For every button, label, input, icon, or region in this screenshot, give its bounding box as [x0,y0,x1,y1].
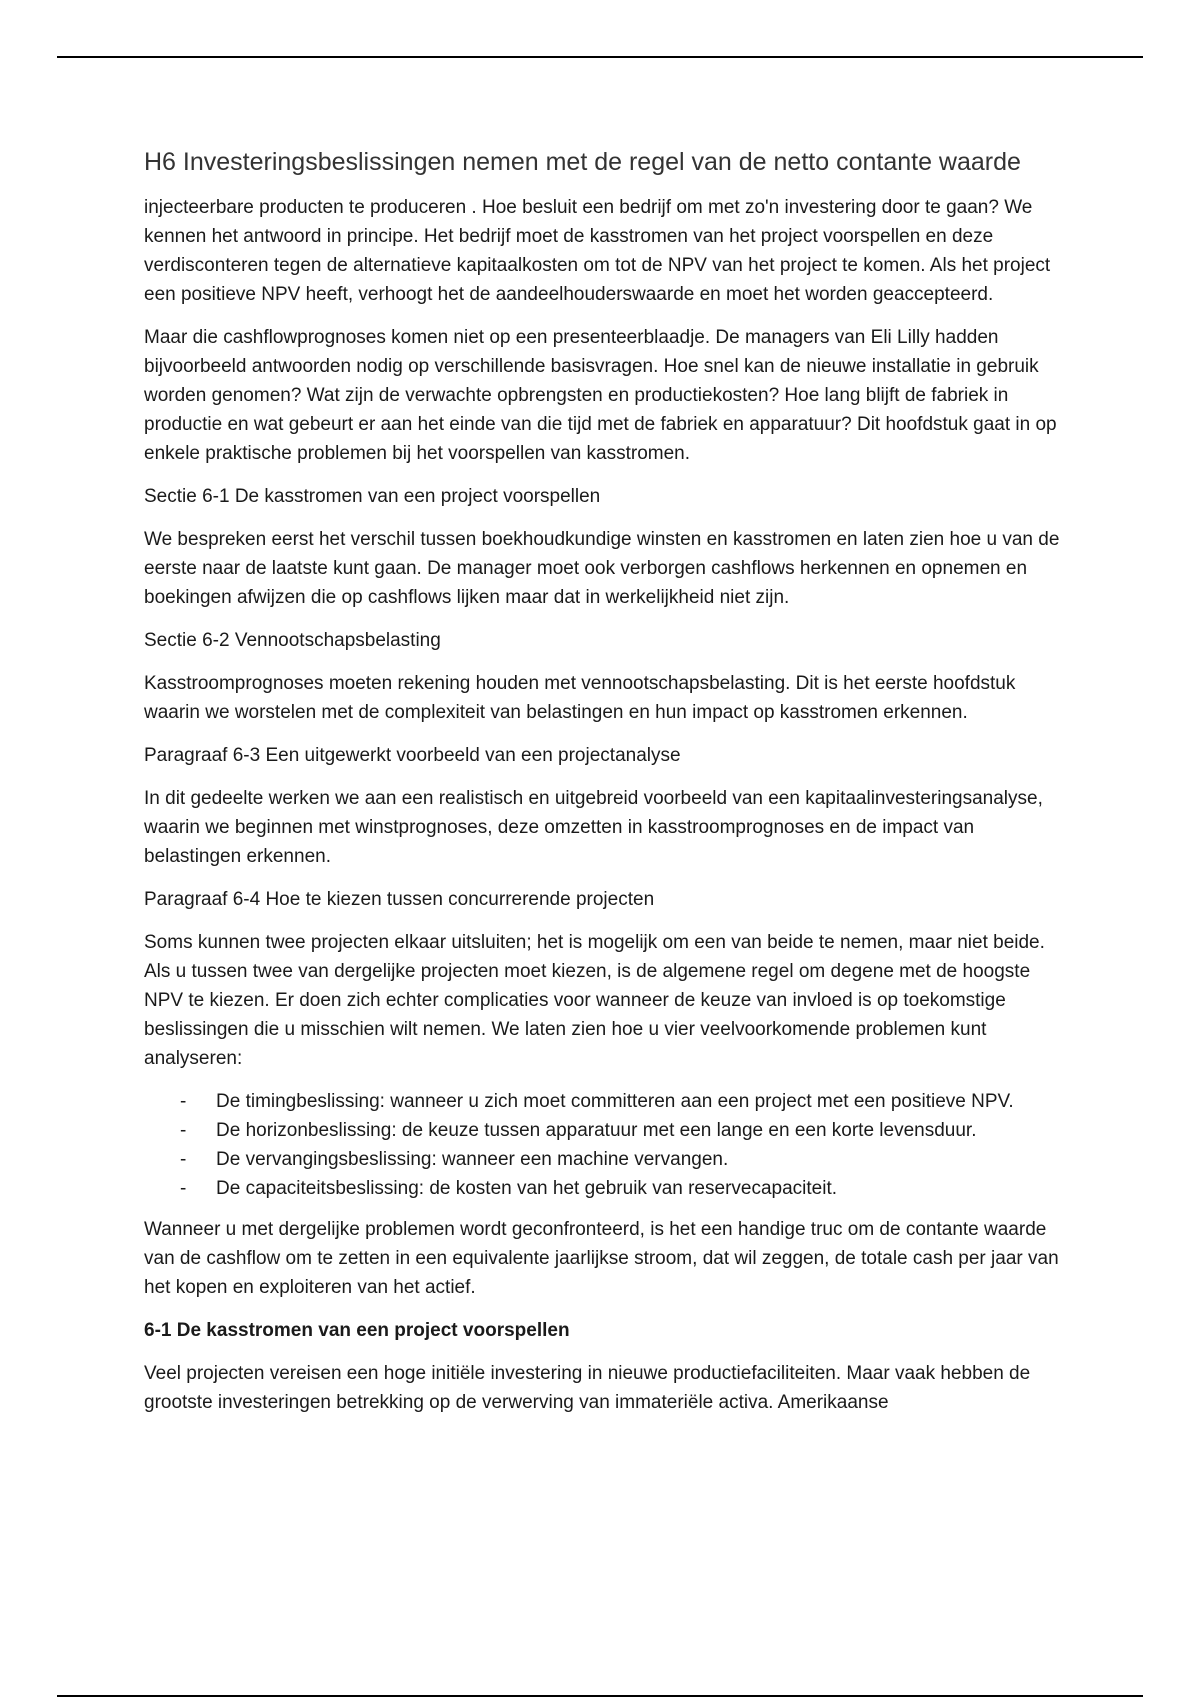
list-item [144,1174,1064,1203]
list-item-text: De timingbeslissing: wanneer u zich moet committeren aan een project met een positieve NPV. [216,1091,1014,1112]
header-rule [57,56,1143,58]
paragraph-6-1: We bespreken eerst het verschil tussen boekhoudkundige winsten en kasstromen en laten zien hoe u van de eerste naar de laatste kunt gaan. De manager moet ook verborgen cashflows herkennen en opnemen en boekingen afwijzen die op cashflows lijken maar dat in werkelijkheid niet zijn. [144,529,1060,608]
list-dash: - [180,1091,187,1112]
list-item [144,1087,1064,1116]
section-heading-6-2: Sectie 6-2 Vennootschapsbelasting [144,630,441,651]
section-heading-6-4: Paragraaf 6-4 Hoe te kiezen tussen concurrerende projecten [144,889,655,910]
decision-list [144,1087,1064,1203]
paragraph-6-2: Kasstroomprognoses moeten rekening houden met vennootschapsbelasting. Dit is het eerste hoofdstuk waarin we worstelen met de complexiteit van belastingen en hun impact op kasstromen erkennen. [144,673,1016,723]
list-dash: - [180,1149,187,1170]
page-title: H6 Investeringsbeslissingen nemen met de regel van de netto contante waarde [144,148,1021,176]
document-page [144,144,1064,1431]
list-item-text: De capaciteitsbeslissing: de kosten van het gebruik van reservecapaciteit. [216,1178,838,1199]
paragraph-6-4: Soms kunnen twee projecten elkaar uitsluiten; het is mogelijk om een van beide te nemen, maar niet beide. Als u tussen twee van dergelijke projecten moet kiezen, is de algemene regel om degene met de hoogste NPV te kiezen. Er doen zich echter complicaties voor wanneer de keuze van invloed is op toekomstige beslissingen die u misschien wilt nemen. We laten zien hoe u vier veelvoorkomende problemen kunt analyseren: [144,932,1045,1069]
list-dash: - [180,1120,187,1141]
list-item-text: De horizonbeslissing: de keuze tussen apparatuur met een lange en een korte levensduur. [216,1120,977,1141]
footer-rule [57,1695,1143,1697]
list-dash: - [180,1178,187,1199]
list-item-text: De vervangingsbeslissing: wanneer een machine vervangen. [216,1149,729,1170]
paragraph-intro-1: injecteerbare producten te produceren . Hoe besluit een bedrijf om met zo'n investering door te gaan? We kennen het antwoord in principe. Het bedrijf moet de kasstromen van het project voorspellen en deze verdisconteren tegen de alternatieve kapitaalkosten om tot de NPV van het project te komen. Als het project een positieve NPV heeft, verhoogt het de aandeelhouderswaarde en moet het worden geaccepteerd. [144,197,1051,305]
paragraph-intro-2: Maar die cashflowprognoses komen niet op een presenteerblaadje. De managers van Eli Lilly hadden bijvoorbeeld antwoorden nodig op verschillende basisvragen. Hoe snel kan de nieuwe installatie in gebruik worden genomen? Wat zijn de verwachte opbrengsten en productiekosten? Hoe lang blijft de fabriek in productie en wat gebeurt er aan het einde van die tijd met de fabriek en apparatuur? Dit hoofdstuk gaat in op enkele praktische problemen bij het voorspellen van kasstromen. [144,327,1057,464]
list-item [144,1145,1064,1174]
bold-heading-6-1: 6-1 De kasstromen van een project voorspellen [144,1320,570,1341]
paragraph-equivalent-annual: Wanneer u met dergelijke problemen wordt geconfronteerd, is het een handige truc om de contante waarde van de cashflow om te zetten in een equivalente jaarlijkse stroom, dat wil zeggen, de totale cash per jaar van het kopen en exploiteren van het actief. [144,1219,1059,1298]
list-item [144,1116,1064,1145]
section-heading-6-1: Sectie 6-1 De kasstromen van een project voorspellen [144,486,601,507]
paragraph-6-3: In dit gedeelte werken we aan een realistisch en uitgebreid voorbeeld van een kapitaalinvesteringsanalyse, waarin we beginnen met winstprognoses, deze omzetten in kasstroomprognoses en de impact van belastingen erkennen. [144,788,1043,867]
section-heading-6-3: Paragraaf 6-3 Een uitgewerkt voorbeeld van een projectanalyse [144,745,681,766]
paragraph-6-1-body: Veel projecten vereisen een hoge initiële investering in nieuwe productiefaciliteiten. Maar vaak hebben de grootste investeringen betrekking op de verwerving van immateriële activa. Amerikaanse [144,1363,1031,1413]
